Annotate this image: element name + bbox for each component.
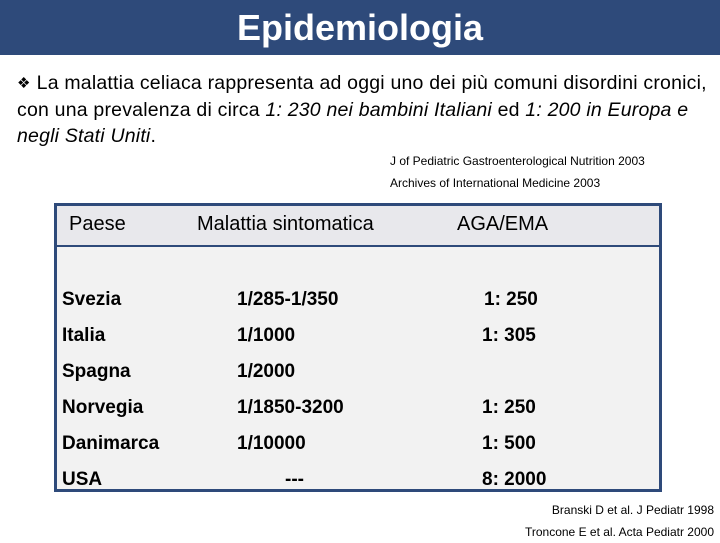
cell-symptomatic: 1/1000 bbox=[237, 325, 296, 346]
header-country: Paese bbox=[69, 213, 126, 235]
cell-country: USA bbox=[62, 469, 103, 490]
table-row bbox=[57, 325, 659, 361]
cell-aga-ema: 1: 500 bbox=[482, 433, 536, 454]
cell-aga-ema: 1: 250 bbox=[482, 397, 536, 418]
intro-italic-1: 1: 230 nei bambini Italiani bbox=[265, 99, 492, 121]
table-row bbox=[57, 289, 659, 325]
header-symptomatic: Malattia sintomatica bbox=[197, 213, 374, 235]
cell-symptomatic: 1/285-1/350 bbox=[237, 289, 339, 310]
cell-country: Spagna bbox=[62, 361, 131, 382]
cell-symptomatic: 1/2000 bbox=[237, 361, 296, 382]
intro-text-1: La malattia celiaca rappresenta ad oggi uno dei più comuni disordini cronici, con una prevalenza di circa bbox=[17, 72, 707, 121]
cell-country: Danimarca bbox=[62, 433, 160, 454]
table-row bbox=[57, 361, 659, 397]
cell-symptomatic: 1/10000 bbox=[237, 433, 306, 454]
reference-2: Archives of International Medicine 2003 bbox=[390, 176, 601, 190]
cell-symptomatic: 1/1850-3200 bbox=[237, 397, 344, 418]
diamond-bullet-icon: ❖ bbox=[17, 75, 31, 92]
table-row bbox=[57, 397, 659, 433]
references-bottom bbox=[525, 499, 714, 543]
prevalence-table bbox=[54, 203, 662, 492]
intro-text-end: . bbox=[150, 125, 157, 147]
table-row bbox=[57, 433, 659, 469]
reference-3: Branski D et al. J Pediatr 1998 bbox=[551, 503, 714, 517]
slide-title: Epidemiologia bbox=[0, 0, 720, 55]
intro-italic-2: 1: 200 in Europa e negli Stati Uniti bbox=[17, 99, 689, 147]
table-header bbox=[57, 206, 659, 247]
cell-aga-ema: 1: 250 bbox=[484, 289, 538, 310]
cell-aga-ema: 1: 305 bbox=[482, 325, 536, 346]
cell-symptomatic: --- bbox=[285, 469, 304, 490]
references-top bbox=[390, 150, 645, 194]
cell-aga-ema: 8: 2000 bbox=[482, 469, 547, 490]
reference-1: J of Pediatric Gastroenterological Nutrition 2003 bbox=[390, 154, 645, 168]
header-aga-ema: AGA/EMA bbox=[457, 213, 549, 235]
cell-country: Italia bbox=[62, 325, 106, 346]
cell-country: Svezia bbox=[62, 289, 122, 310]
cell-country: Norvegia bbox=[62, 397, 144, 418]
intro-paragraph bbox=[17, 70, 707, 149]
reference-4: Troncone E et al. Acta Pediatr 2000 bbox=[524, 525, 714, 539]
intro-text-2: ed bbox=[491, 99, 526, 121]
